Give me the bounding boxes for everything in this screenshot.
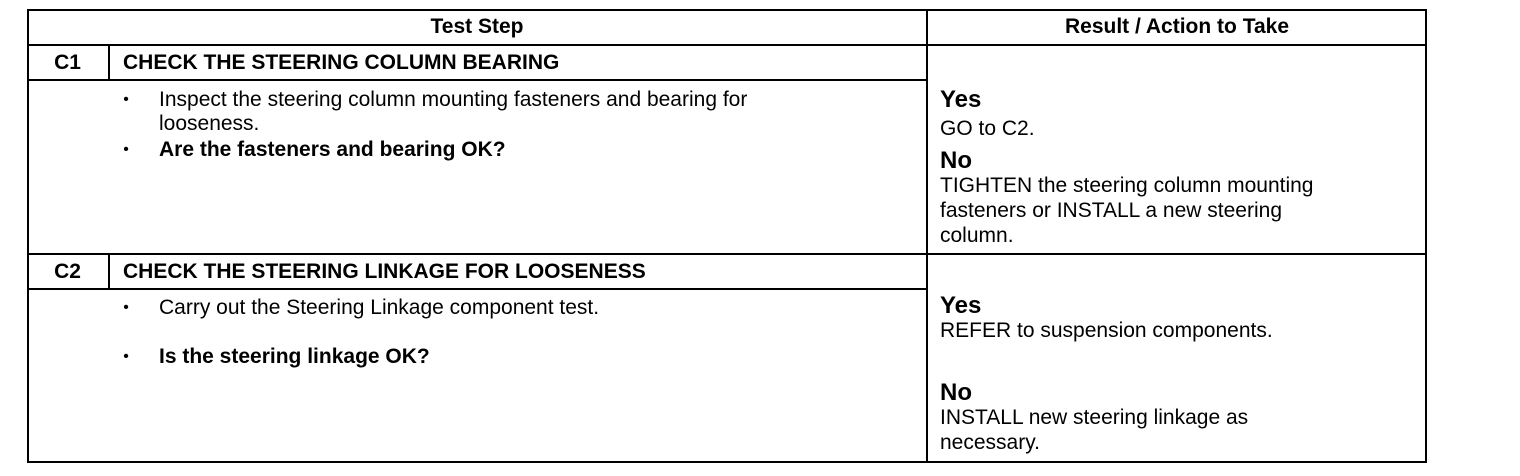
step-divider — [27, 253, 1427, 255]
c1-bullet-1-line-2: looseness. — [159, 112, 260, 135]
header-test-step: Test Step — [430, 15, 524, 38]
step-code-c1: C1 — [54, 51, 81, 74]
c2-no-action: INSTALL new steering linkage as necessary. — [940, 406, 1249, 454]
c1-yes-label: Yes — [940, 86, 982, 113]
c1-bullet-1-line-1: Inspect the steering column mounting fasteners and bearing for — [159, 88, 748, 111]
bullet-icon: • — [123, 299, 129, 316]
c1-title-divider — [27, 79, 927, 81]
c1-no-label: No — [940, 147, 972, 174]
c2-no-label: No — [940, 379, 972, 406]
header-result-action: Result / Action to Take — [1064, 15, 1290, 38]
step-code-c2: C2 — [54, 260, 81, 283]
c2-question: Is the steering linkage OK? — [159, 345, 430, 368]
c2-bullet-2 — [121, 345, 911, 369]
c1-bullet-1 — [121, 88, 911, 136]
step-title-c1: CHECK THE STEERING COLUMN BEARING — [123, 51, 560, 74]
c2-code-divider — [108, 253, 110, 290]
c2-bullet-1 — [121, 296, 911, 320]
header-divider — [27, 44, 1427, 46]
c1-no-action: TIGHTEN the steering column mounting fasteners or INSTALL a new steering column. — [940, 174, 1314, 247]
bullet-icon: • — [123, 141, 129, 158]
c1-question: Are the fasteners and bearing OK? — [159, 138, 506, 161]
bullet-icon: • — [123, 348, 129, 365]
c2-title-divider — [27, 288, 927, 290]
c2-yes-action: REFER to suspension components. — [940, 319, 1273, 342]
c1-yes-action: GO to C2. — [940, 117, 1035, 140]
bullet-icon: • — [123, 91, 129, 108]
c2-yes-label: Yes — [940, 292, 982, 319]
c1-bullet-2 — [121, 138, 911, 162]
c2-bullet-1-text: Carry out the Steering Linkage component test. — [159, 296, 600, 319]
column-divider — [926, 9, 928, 463]
step-title-c2: CHECK THE STEERING LINKAGE FOR LOOSENESS — [123, 260, 646, 283]
c1-code-divider — [108, 44, 110, 81]
